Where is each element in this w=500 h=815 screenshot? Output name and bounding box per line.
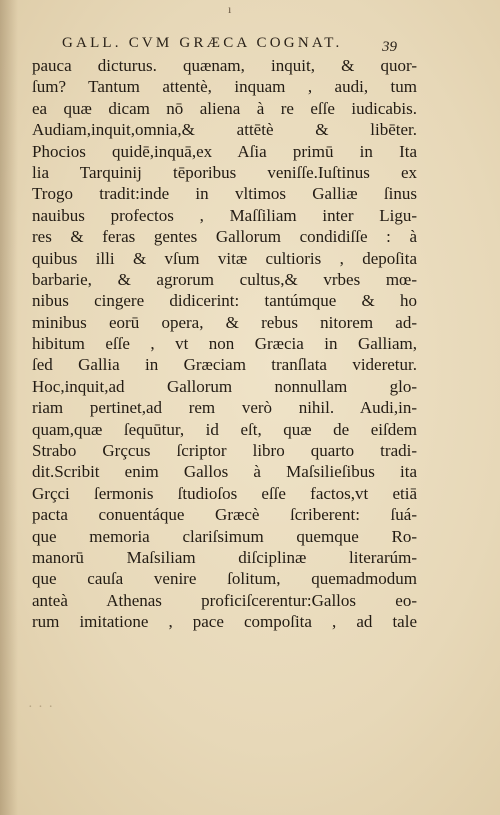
running-head: GALL. CVM GRÆCA COGNAT. <box>62 35 343 51</box>
text-line: Trogo tradit:inde in vltimos Galliæ ſinus <box>32 184 417 204</box>
text-line: manorū Maſsiliam diſciplinæ literarúm- <box>32 547 417 567</box>
text-line: quibus illi & vſum vitæ cultioris , depoſita <box>32 248 417 268</box>
text-line: pacta conuentáque Græcè ſcriberent: ſuá- <box>32 505 417 525</box>
text-line: Grçci ſermonis ſtudioſos eſſe factos,vt etiā <box>32 483 417 503</box>
text-line: lia Tarquinij tēporibus veniſſe.Iuſtinus ex <box>32 162 417 182</box>
text-line: nibus cingere didicerint: tantúmque & ho <box>32 291 417 311</box>
text-line: dit.Scribit enim Gallos à Maſsilieſibus ita <box>32 462 417 482</box>
text-line: rum imitatione , pace compoſita , ad tale <box>32 612 417 632</box>
text-line: Phocios quidē,inquā,ex Aſia primū in Ita <box>32 141 417 161</box>
text-line: anteà Athenas proficiſcerentur:Gallos eo- <box>32 590 417 610</box>
page-number: 39 <box>382 39 397 55</box>
text-line: nauibus profectos , Maſſiliam inter Ligu- <box>32 205 417 225</box>
text-line: que cauſa venire ſolitum, quemadmodum <box>32 569 417 589</box>
text-line: ea quæ dicam nō aliena à re eſſe iudicabis. <box>32 98 417 118</box>
text-line: Strabo Grçcus ſcriptor libro quarto tradi- <box>32 441 417 461</box>
text-line: res & feras gentes Gallorum condidiſſe : à <box>32 227 417 247</box>
top-mark: ı <box>228 2 232 16</box>
text-line: que memoria clariſsimum quemque Ro- <box>32 526 417 546</box>
text-line: quam,quæ ſequūtur, id eſt, quæ de eiſdem <box>32 419 417 439</box>
show-through-mark: · · · <box>28 700 54 715</box>
text-line: riam pertinet,ad rem verò nihil. Audi,in- <box>32 398 417 418</box>
text-line: ſum? Tantum attentè, inquam , audi, tum <box>32 77 417 97</box>
text-line: Audiam,inquit,omnia,& attētè & libēter. <box>32 120 417 140</box>
text-line: minibus eorū opera, & rebus nitorem ad- <box>32 312 417 332</box>
text-line: hibitum eſſe , vt non Græcia in Galliam, <box>32 334 417 354</box>
text-line: pauca dicturus. quænam, inquit, & quor- <box>32 56 417 75</box>
text-line: Hoc,inquit,ad Gallorum nonnullam glo- <box>32 376 417 396</box>
gutter-shadow <box>0 0 18 815</box>
text-line: barbarie, & agrorum cultus,& vrbes mœ- <box>32 269 417 289</box>
body-text <box>32 55 417 633</box>
text-line: ſed Gallia in Græciam tranſlata videretur. <box>32 355 417 375</box>
